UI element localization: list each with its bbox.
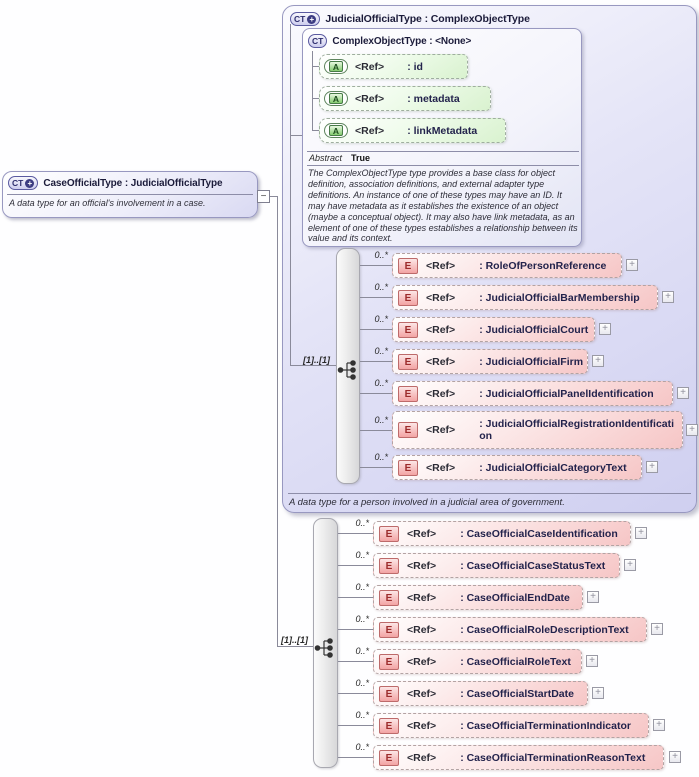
occurs-label: 0..* — [355, 710, 369, 720]
connector-line — [290, 365, 336, 366]
element-row[interactable] — [392, 317, 595, 342]
connector-line — [277, 196, 278, 646]
element-ref-label: <Ref> — [407, 719, 437, 732]
element-name: : JudicialOfficialRegistrationIdentification — [479, 418, 675, 442]
element-name: : JudicialOfficialBarMembership — [479, 291, 640, 304]
occurs-label: 0..* — [355, 550, 369, 560]
element-icon: E — [379, 654, 399, 670]
plus-circle-icon: + — [307, 15, 316, 24]
element-ref-label: <Ref> — [407, 751, 437, 764]
connector-line — [338, 693, 373, 694]
element-ref-label: <Ref> — [426, 323, 456, 336]
element-row[interactable] — [392, 349, 588, 374]
element-icon: E — [379, 686, 399, 702]
complex-type-plus-icon — [8, 176, 38, 190]
element-name: : CaseOfficialCaseStatusText — [460, 559, 606, 572]
element-icon: E — [379, 526, 399, 542]
occurs-label: 0..* — [355, 518, 369, 528]
ct-label: CT — [312, 36, 324, 46]
expand-icon[interactable]: + — [587, 591, 599, 603]
ct-label: CT — [294, 14, 306, 24]
element-name: : CaseOfficialTerminationIndicator — [460, 719, 631, 732]
abstract-label: Abstract — [309, 153, 343, 163]
plus-circle-icon: + — [25, 179, 34, 188]
element-name: : JudicialOfficialFirm — [479, 355, 584, 368]
attribute-row[interactable] — [319, 118, 506, 143]
expand-icon[interactable]: + — [592, 687, 604, 699]
element-name: : CaseOfficialRoleText — [460, 655, 571, 668]
sequence-icon — [337, 360, 359, 380]
element-ref-label: <Ref> — [407, 591, 437, 604]
occurs-label: 0..* — [374, 378, 388, 388]
occurs-label: 0..* — [355, 614, 369, 624]
expand-icon[interactable]: + — [669, 751, 681, 763]
expand-icon[interactable]: + — [592, 355, 604, 367]
element-ref-label: <Ref> — [426, 355, 456, 368]
element-name: : RoleOfPersonReference — [479, 259, 607, 272]
occurs-label: 0..* — [374, 282, 388, 292]
element-icon: E — [379, 590, 399, 606]
element-ref-label: <Ref> — [407, 655, 437, 668]
connector-line — [338, 725, 373, 726]
element-row[interactable] — [392, 285, 658, 310]
complex-object-type-description: The ComplexObjectType type provides a base class for object definition, association definitions, and external adapter type definitions. An instance of one of these types may have an ID. It may have metadata as it establishes the existence of an object (maybe a conceptual object). It may also have link metadata, as an element of one of these types establishes a relationship between its value and its context. — [308, 168, 578, 244]
connector-line — [338, 597, 373, 598]
element-ref-label: <Ref> — [407, 623, 437, 636]
connector-line — [312, 66, 319, 67]
attribute-name: : linkMetadata — [407, 124, 478, 137]
attribute-badge-label: A — [329, 61, 343, 72]
element-icon: E — [398, 422, 418, 438]
element-icon: E — [398, 258, 418, 274]
element-name: : CaseOfficialEndDate — [460, 591, 570, 604]
element-icon: E — [379, 558, 399, 574]
complex-object-type-box[interactable] — [302, 28, 582, 247]
ct-label: CT — [12, 178, 24, 188]
element-row[interactable] — [392, 455, 642, 480]
connector-line — [360, 430, 392, 431]
element-name: : JudicialOfficialPanelIdentification — [479, 387, 654, 400]
connector-line — [360, 297, 392, 298]
connector-line — [338, 757, 373, 758]
expand-icon[interactable]: + — [677, 387, 689, 399]
sequence-cardinality: [1]..[1] — [303, 355, 330, 365]
expand-icon[interactable]: + — [586, 655, 598, 667]
element-icon: E — [398, 354, 418, 370]
element-row[interactable] — [392, 381, 673, 406]
expand-icon[interactable]: + — [686, 424, 698, 436]
judicial-official-type-header — [285, 8, 535, 28]
divider — [307, 151, 579, 152]
abstract-value: True — [351, 153, 371, 163]
attribute-ref-label: <Ref> — [355, 92, 385, 105]
expand-icon[interactable]: + — [653, 719, 665, 731]
occurs-label: 0..* — [374, 415, 388, 425]
connector-line — [338, 629, 373, 630]
attribute-icon — [324, 59, 348, 74]
element-row[interactable] — [392, 411, 683, 449]
complex-type-plus-icon — [290, 12, 320, 26]
complex-object-type-title: ComplexObjectType : <None> — [332, 35, 472, 47]
element-row[interactable] — [373, 585, 583, 610]
element-row[interactable] — [373, 649, 582, 674]
connector-line — [312, 98, 319, 99]
element-icon: E — [379, 750, 399, 766]
connector-line — [338, 661, 373, 662]
attribute-name: : id — [407, 60, 423, 73]
complex-type-icon — [308, 34, 327, 48]
expand-icon[interactable]: + — [635, 527, 647, 539]
connector-line — [338, 533, 373, 534]
occurs-label: 0..* — [355, 582, 369, 592]
occurs-label: 0..* — [374, 452, 388, 462]
element-row[interactable] — [373, 617, 647, 642]
element-name: : CaseOfficialCaseIdentification — [460, 527, 618, 540]
expand-icon[interactable]: + — [599, 323, 611, 335]
element-icon: E — [379, 622, 399, 638]
element-row[interactable] — [373, 745, 664, 770]
expand-icon[interactable]: + — [624, 559, 636, 571]
element-icon: E — [398, 290, 418, 306]
connector-line — [360, 329, 392, 330]
attribute-badge-label: A — [329, 93, 343, 104]
connector-line — [277, 646, 313, 647]
occurs-label: 0..* — [374, 314, 388, 324]
element-name: : CaseOfficialTerminationReasonText — [460, 751, 646, 764]
element-row[interactable] — [373, 553, 620, 578]
expand-icon[interactable]: + — [646, 461, 658, 473]
element-icon: E — [398, 322, 418, 338]
occurs-label: 0..* — [374, 250, 388, 260]
element-icon: E — [379, 718, 399, 734]
element-name: : CaseOfficialRoleDescriptionText — [460, 623, 629, 636]
collapse-toggle[interactable]: − — [257, 190, 270, 203]
connector-line — [290, 24, 291, 365]
occurs-label: 0..* — [355, 678, 369, 688]
case-official-type-box[interactable] — [2, 171, 258, 218]
element-row[interactable] — [392, 253, 622, 278]
complex-object-type-header — [303, 29, 581, 50]
connector-line — [312, 130, 319, 131]
attribute-ref-label: <Ref> — [355, 60, 385, 73]
element-name: : JudicialOfficialCourt — [479, 323, 589, 336]
attribute-row[interactable] — [319, 54, 468, 79]
attribute-ref-label: <Ref> — [355, 124, 385, 137]
occurs-label: 0..* — [374, 346, 388, 356]
element-ref-label: <Ref> — [426, 259, 456, 272]
sequence-cardinality: [1]..[1] — [281, 635, 308, 645]
element-name: : JudicialOfficialCategoryText — [479, 461, 627, 474]
divider — [288, 493, 691, 494]
element-ref-label: <Ref> — [407, 687, 437, 700]
judicial-official-type-title: JudicialOfficialType : ComplexObjectType — [325, 13, 530, 25]
attribute-icon — [324, 123, 348, 138]
case-official-type-header — [3, 172, 257, 192]
element-ref-label: <Ref> — [407, 527, 437, 540]
connector-line — [360, 361, 392, 362]
expand-icon[interactable]: + — [651, 623, 663, 635]
judicial-official-type-description: A data type for a person involved in a judicial area of government. — [289, 497, 565, 508]
occurs-label: 0..* — [355, 742, 369, 752]
connector-line — [270, 196, 277, 197]
element-icon: E — [398, 386, 418, 402]
connector-line — [338, 565, 373, 566]
attribute-name: : metadata — [407, 92, 460, 105]
element-name: : CaseOfficialStartDate — [460, 687, 574, 700]
attribute-icon — [324, 91, 348, 106]
element-row[interactable] — [373, 521, 631, 546]
element-row[interactable] — [373, 681, 588, 706]
connector-line — [360, 467, 392, 468]
divider — [307, 165, 579, 166]
occurs-label: 0..* — [355, 646, 369, 656]
connector-line — [360, 265, 392, 266]
element-ref-label: <Ref> — [426, 461, 456, 474]
expand-icon[interactable]: + — [662, 291, 674, 303]
expand-icon[interactable]: + — [626, 259, 638, 271]
case-official-type-title: CaseOfficialType : JudicialOfficialType — [43, 177, 223, 189]
attribute-badge-label: A — [329, 125, 343, 136]
attribute-row[interactable] — [319, 86, 491, 111]
element-ref-label: <Ref> — [426, 291, 456, 304]
element-ref-label: <Ref> — [426, 387, 456, 400]
connector-line — [290, 135, 302, 136]
element-row[interactable] — [373, 713, 649, 738]
element-icon: E — [398, 460, 418, 476]
case-official-type-description: A data type for an official's involvement in a case. — [9, 198, 206, 208]
element-ref-label: <Ref> — [426, 424, 456, 436]
connector-line — [312, 51, 313, 130]
element-ref-label: <Ref> — [407, 559, 437, 572]
connector-line — [360, 393, 392, 394]
